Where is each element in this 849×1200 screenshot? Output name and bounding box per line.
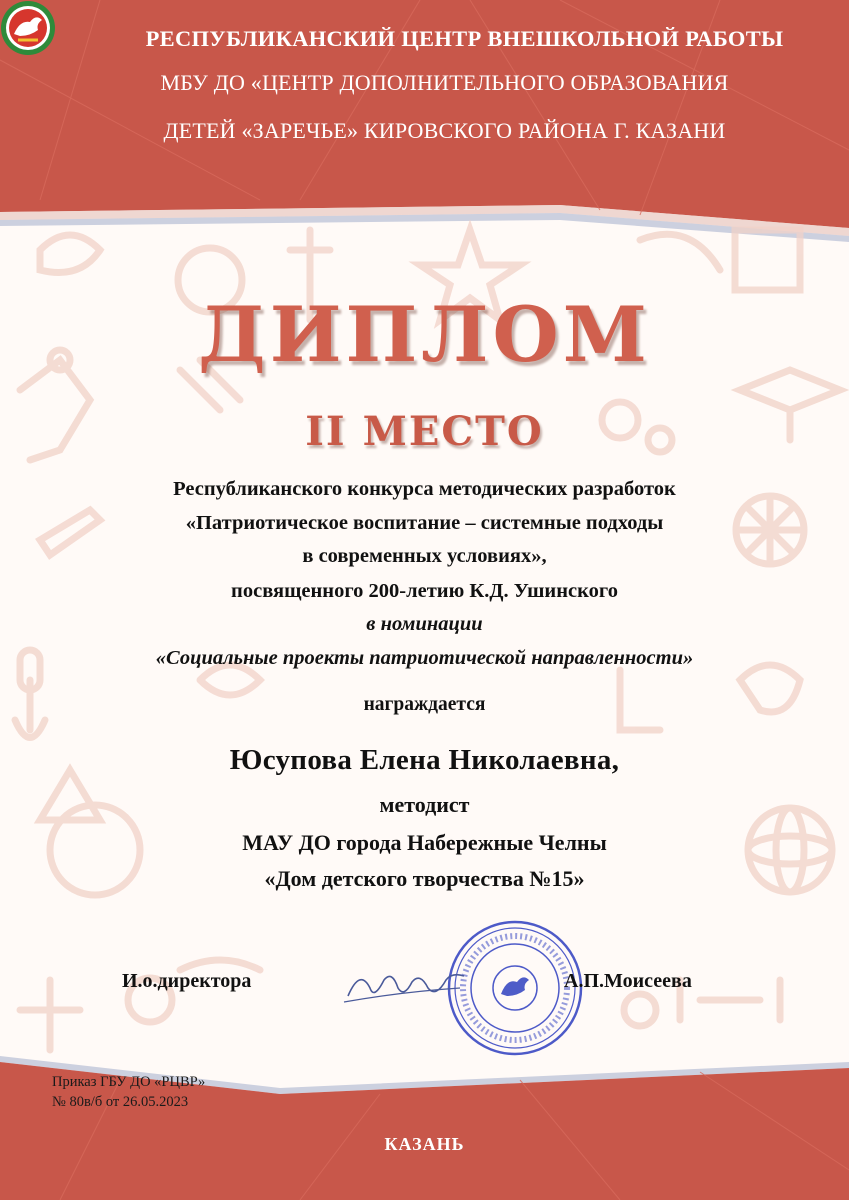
header-line-2: МБУ ДО «ЦЕНТР ДОПОЛНИТЕЛЬНОГО ОБРАЗОВАНИЯ (160, 70, 729, 95)
header-band (0, 0, 849, 245)
contest-line-1: Республиканского конкурса методических разработок (173, 478, 676, 500)
place-title: II МЕСТО (305, 408, 544, 455)
header-line-3: ДЕТЕЙ «ЗАРЕЧЬЕ» КИРОВСКОГО РАЙОНА Г. КАЗАНИ (163, 118, 726, 143)
tatarstan-emblem-icon (0, 0, 56, 56)
director-label: И.о.директора (122, 970, 252, 992)
recipient-name: Юсупова Елена Николаевна, (229, 744, 620, 776)
order-line-2: № 80в/б от 26.05.2023 (52, 1094, 189, 1110)
order-reference (52, 1072, 205, 1112)
recipient-org-line-1: МАУ ДО города Набережные Челны (242, 830, 607, 855)
recipient-org-line-2: «Дом детского творчества №15» (264, 866, 585, 891)
contest-line-4: посвященного 200-летию К.Д. Ушинского (231, 580, 618, 602)
signature (340, 958, 470, 1008)
director-name: А.П.Моисеева (564, 970, 692, 992)
header-line-1: РЕСПУБЛИКАНСКИЙ ЦЕНТР ВНЕШКОЛЬНОЙ РАБОТЫ (145, 26, 784, 51)
awarded-label: награждается (363, 694, 486, 715)
contest-line-2: «Патриотическое воспитание – системные подходы (185, 512, 664, 534)
nomination-label: в номинации (366, 613, 483, 635)
city-label: КАЗАНЬ (384, 1134, 465, 1154)
recipient-position: методист (379, 792, 470, 817)
contest-line-3: в современных условиях», (302, 545, 547, 567)
diploma-title: ДИПЛОМ (198, 290, 651, 379)
nomination-title: «Социальные проекты патриотической направленности» (155, 647, 694, 669)
order-line-1: Приказ ГБУ ДО «РЦВР» (52, 1074, 206, 1090)
